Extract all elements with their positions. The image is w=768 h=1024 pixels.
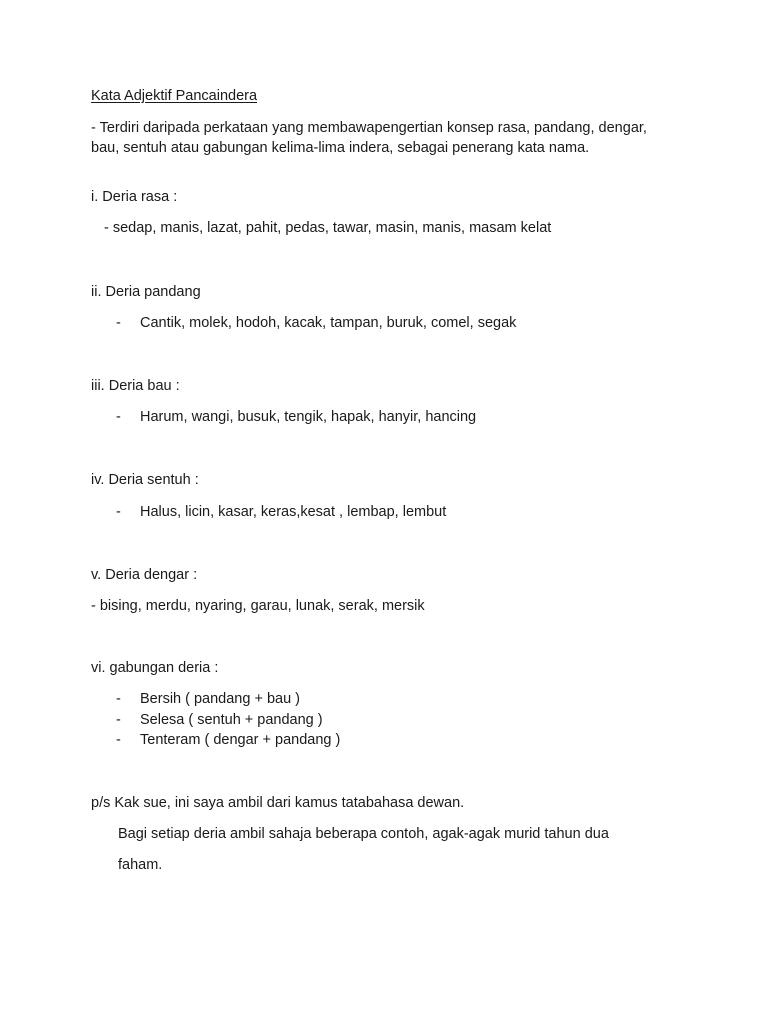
- section-item-bau: Harum, wangi, busuk, tengik, hapak, hanyir, hancing: [140, 409, 477, 425]
- list-dash: -: [116, 732, 121, 748]
- list-dash: -: [116, 691, 121, 707]
- section-item-sentuh: Halus, licin, kasar, keras,kesat , lembap, lembut: [140, 504, 447, 520]
- document-title: Kata Adjektif Pancaindera: [91, 88, 258, 104]
- note-line-3: faham.: [118, 857, 163, 873]
- section-item-pandang: Cantik, molek, hodoh, kacak, tampan, buruk, comel, segak: [140, 315, 517, 331]
- list-dash: -: [116, 315, 121, 331]
- section-line-dengar: - bising, merdu, nyaring, garau, lunak, serak, mersik: [91, 598, 425, 614]
- note-line-2: Bagi setiap deria ambil sahaja beberapa contoh, agak-agak murid tahun dua: [118, 826, 609, 842]
- section-heading-sentuh: iv. Deria sentuh :: [91, 472, 199, 488]
- section-line-rasa: - sedap, manis, lazat, pahit, pedas, tawar, masin, manis, masam kelat: [104, 220, 552, 236]
- list-dash: -: [116, 504, 121, 520]
- section-heading-bau: iii. Deria bau :: [91, 378, 180, 394]
- section-heading-gabungan: vi. gabungan deria :: [91, 660, 219, 676]
- section-item-gabungan: Selesa ( sentuh + pandang ): [140, 712, 323, 728]
- note-line-1: p/s Kak sue, ini saya ambil dari kamus tatabahasa dewan.: [91, 795, 465, 811]
- section-heading-rasa: i. Deria rasa :: [91, 189, 178, 205]
- section-item-gabungan: Bersih ( pandang + bau ): [140, 691, 301, 707]
- section-item-gabungan: Tenteram ( dengar + pandang ): [140, 732, 341, 748]
- section-heading-pandang: ii. Deria pandang: [91, 284, 201, 300]
- intro-paragraph: - Terdiri daripada perkataan yang membawapengertian konsep rasa, pandang, dengar, bau, sentuh atau gabungan kelima-lima indera, sebagai penerang kata nama.: [91, 120, 647, 156]
- section-heading-dengar: v. Deria dengar :: [91, 567, 198, 583]
- list-dash: -: [116, 712, 121, 728]
- list-dash: -: [116, 409, 121, 425]
